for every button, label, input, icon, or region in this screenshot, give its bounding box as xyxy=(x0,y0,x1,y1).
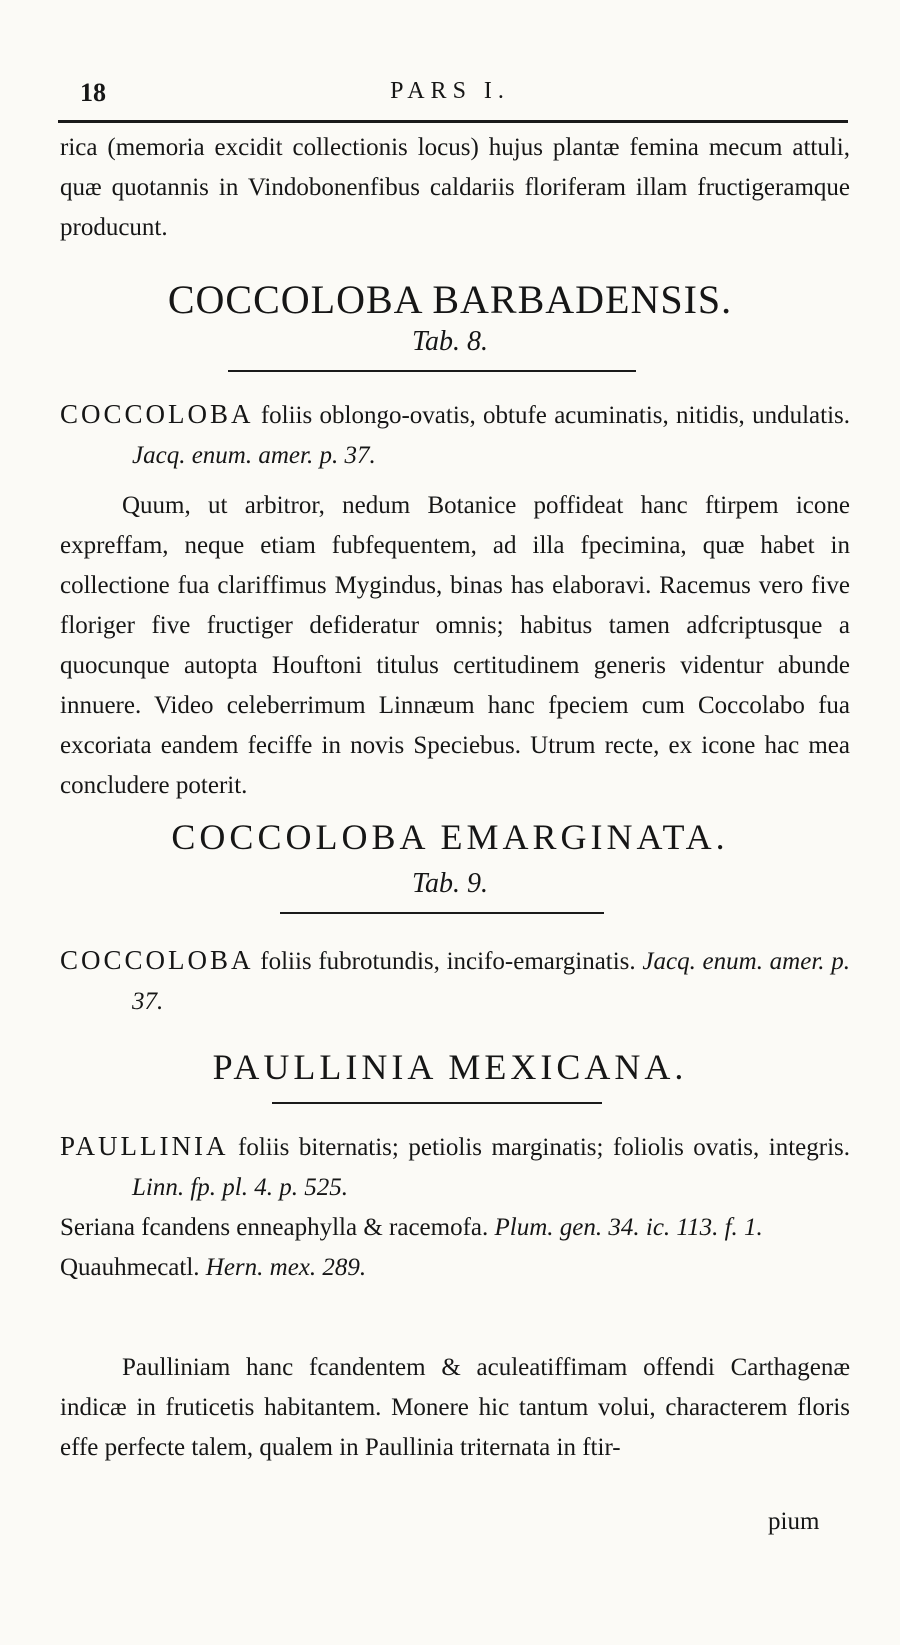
citation: Jacq. enum. amer. p. 37. xyxy=(132,948,850,1015)
plate-reference-9: Tab. 9. xyxy=(411,868,488,899)
continued-paragraph xyxy=(60,128,850,248)
synonym-text: Seriana fcandens enneaphylla & racemofa. xyxy=(60,1214,489,1241)
species-entry-emarginata xyxy=(60,940,850,1022)
paragraph-text: Paulliniam hanc fcandentem & aculeatiffimam offendi Carthagenæ indicæ in fruticetis habitantem. Monere hic tantum volui, characterem floris effe perfecte talem, qualem in Paullinia triternata in ftir- xyxy=(60,1354,850,1461)
paragraph-text: rica (memoria excidit collectionis locus) hujus plantæ femina mecum attuli, quæ quotannis in Vindobonenfibus caldariis floriferam illam fructigeramque producunt. xyxy=(60,134,850,241)
diagnosis-text: foliis biternatis; petiolis marginatis; foliolis ovatis, integris. xyxy=(238,1134,851,1161)
page-number: 18 xyxy=(80,78,106,107)
section-rule xyxy=(272,1102,602,1104)
section-title-barbadensis: COCCOLOBA BARBADENSIS. xyxy=(167,277,733,322)
discussion-paullinia xyxy=(60,1348,850,1468)
citation: Jacq. enum. amer. p. 37. xyxy=(132,442,376,469)
species-entry-paullinia xyxy=(60,1126,850,1288)
diagnosis-text: foliis fubrotundis, incifo-emarginatis. xyxy=(260,948,636,975)
paragraph-text: Quum, ut arbitror, nedum Botanice poffideat hanc ftirpem icone expreffam, neque etiam fubfequentem, ad illa fpecimina, quæ habet in collectione fua clariffimus Mygindus, binas has elaboravi. Racemus vero five floriger five fructiger defideratur omnis; habitus tamen adfcriptusque a quocunque autopta Houftoni titulus certitudinem generis videntur abunde innuere. Video celeberrimum Linnæum hanc fpeciem cum Coccolabo fua excoriata eandem feciffe in novis Speciebus. Utrum recte, ex icone hac mea concludere poterit. xyxy=(60,492,850,799)
section-rule xyxy=(280,912,604,914)
catchword: pium xyxy=(768,1508,820,1535)
section-title-emarginata: COCCOLOBA EMARGINATA. xyxy=(171,817,729,857)
citation: Linn. fp. pl. 4. p. 525. xyxy=(132,1174,348,1201)
species-entry-barbadensis xyxy=(60,394,850,476)
header-rule xyxy=(58,120,848,123)
section-rule xyxy=(228,370,636,372)
plate-reference-8: Tab. 8. xyxy=(411,326,488,357)
diagnosis-text: foliis oblongo-ovatis, obtufe acuminatis, nitidis, undulatis. xyxy=(260,402,850,429)
synonym-text: Quauhmecatl. xyxy=(60,1254,200,1281)
discussion-barbadensis xyxy=(60,486,850,806)
genus-name: COCCOLOBA xyxy=(60,399,254,429)
page-header xyxy=(0,78,900,114)
running-title: PARS I. xyxy=(390,78,510,104)
synonym-citation: Plum. gen. 34. ic. 113. f. 1. xyxy=(494,1214,763,1241)
synonym-citation: Hern. mex. 289. xyxy=(205,1254,367,1281)
genus-name: COCCOLOBA xyxy=(60,945,254,975)
section-title-paullinia: PAULLINIA MEXICANA. xyxy=(212,1047,688,1087)
genus-name: PAULLINIA xyxy=(60,1131,229,1161)
